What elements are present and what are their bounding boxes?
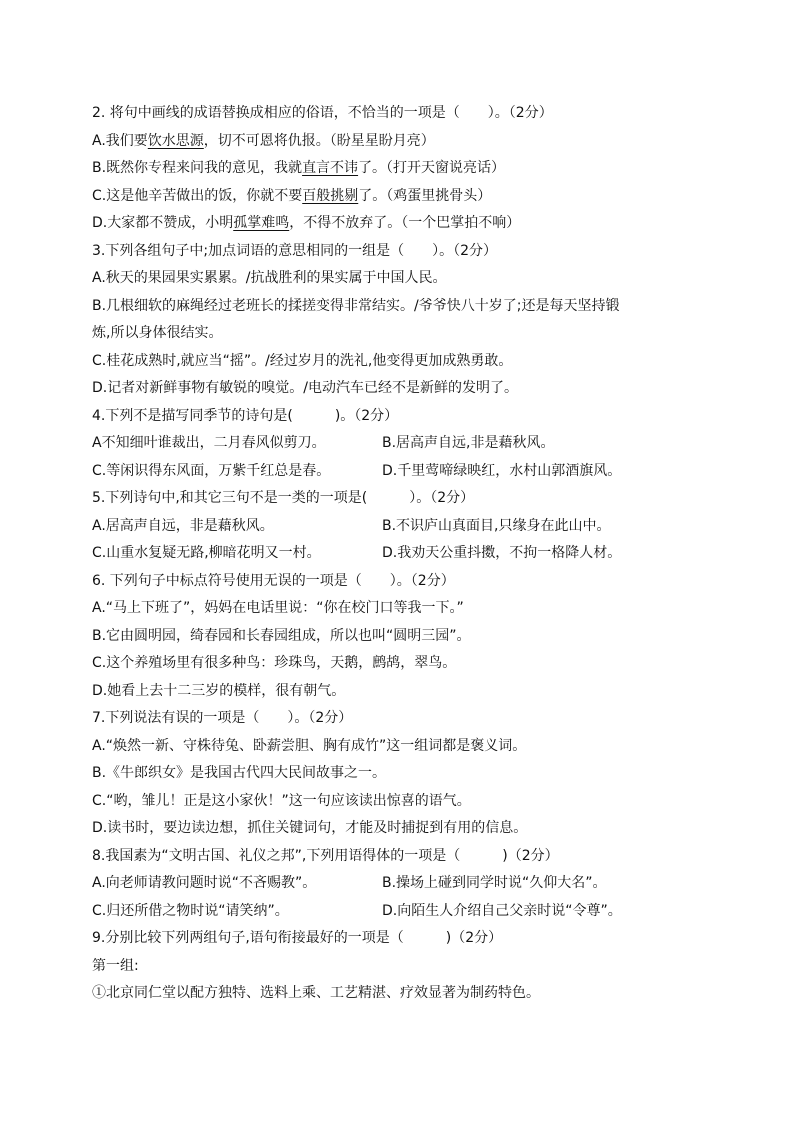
- option-text: C.这是他辛苦做出的饭，你就不要: [92, 187, 303, 204]
- question-6-stem: 6. 下列句子中标点符号使用无误的一项是（ ）。（2分）: [92, 572, 455, 589]
- question-8-option-d: D.向陌生人介绍自己父亲时说“令尊”。: [382, 902, 622, 919]
- question-8-option-b: B.操场上碰到同学时说“久仰大名”。: [382, 875, 607, 891]
- question-5-options-ab: [92, 513, 712, 541]
- question-7-option-d: D.读书时，要边读边想，抓住关键词句，才能及时捕捉到有用的信息。: [92, 820, 528, 836]
- question-8-option-a: A.向老师请教问题时说“不吝赐教”。: [92, 875, 317, 891]
- question-3-option-a: A.秋天的果园果实累累。/抗战胜利的果实属于中国人民。: [92, 270, 447, 286]
- question-4-options-cd: [92, 458, 712, 486]
- question-8-stem: 8.我国素为“文明古国、礼仪之邦”,下列用语得体的一项是（ )（2分）: [92, 847, 559, 864]
- question-4-option-c: C.等闲识得东风面，万紫千红总是春。: [92, 462, 331, 479]
- option-text: B.既然你专程来问我的意见，我就: [92, 160, 303, 176]
- question-3-stem: 3.下列各组句子中;加点词语的意思相同的一组是（ ）。（2分）: [92, 242, 497, 259]
- question-4-option-b: B.居高声自远,非是藉秋风。: [382, 435, 555, 451]
- question-6-option-a: A.“马上下班了”，妈妈在电话里说：“你在校门口等我一下。”: [92, 600, 464, 616]
- question-8-option-c: C.归还所借之物时说“请笑纳”。: [92, 902, 289, 919]
- question-9-stem: 9.分别比较下列两组句子,语句衔接最好的一项是（ )（2分）: [92, 930, 503, 946]
- question-2-option-d: [92, 210, 712, 238]
- question-7-option-b: B.《牛郎织女》是我国古代四大民间故事之一。: [92, 765, 387, 781]
- question-7-option-a: A.“焕然一新、守株待兔、卧薪尝胆、胸有成竹”这一组词都是褒义词。: [92, 737, 527, 754]
- question-4-option-a: A不知细叶谁裁出，二月春风似剪刀。: [92, 435, 326, 451]
- question-5-option-b: B.不识庐山真面目,只缘身在此山中。: [382, 517, 611, 534]
- question-3-option-d: D.记者对新鲜事物有敏锐的嗅觉。/电动汽车已经不是新鲜的发明了。: [92, 380, 518, 396]
- question-2-option-c: [92, 183, 712, 211]
- option-text: ，切不可恩将仇报。（盼星星盼月亮）: [203, 132, 435, 149]
- question-4-options-ab: [92, 430, 712, 458]
- question-5-option-a: A.居高声自远，非是藉秋风。: [92, 517, 274, 534]
- option-text: 了。（打开天窗说亮话）: [358, 160, 506, 176]
- question-3-option-b: B.几根细软的麻绳经过老班长的揉搓变得非常结实。/爷爷快八十岁了;还是每天坚持锻: [92, 297, 620, 314]
- question-3-option-b-continued: 炼,所以身体很结实。: [92, 325, 223, 341]
- question-7-stem: 7.下列说法有误的一项是（ ）。（2分）: [92, 710, 353, 726]
- question-4-option-d: D.千里莺啼绿映红，水村山郭酒旗风。: [382, 462, 622, 479]
- option-text: ，不得不放弃了。（一个巴掌拍不响）: [289, 215, 521, 231]
- question-2-option-b: [92, 155, 712, 183]
- option-text: A.我们要: [92, 132, 148, 149]
- option-text: D.大家都不赞成，小明: [92, 215, 234, 231]
- question-8-options-ab: [92, 870, 712, 898]
- question-9-group-1-label: 第一组:: [92, 957, 139, 974]
- question-3-option-c: C.桂花成熟时,就应当“摇”。/经过岁月的洗礼,他变得更加成熟勇敢。: [92, 352, 513, 369]
- question-2-option-a: [92, 128, 712, 156]
- question-2-stem: 2. 将句中画线的成语替换成相应的俗语，不恰当的一项是（ ）。（2分）: [92, 105, 553, 121]
- underlined-idiom: 孤掌难鸣: [233, 215, 290, 231]
- question-5-option-c: C.山重水复疑无路,柳暗花明又一村。: [92, 545, 321, 561]
- underlined-idiom: 饮水思源: [147, 132, 204, 149]
- underlined-idiom: 百般挑剔: [302, 187, 359, 204]
- question-5-options-cd: [92, 540, 712, 568]
- question-6-option-c: C.这个养殖场里有很多种鸟：珍珠鸟，天鹅，鹧鸪，翠鸟。: [92, 655, 457, 671]
- question-5-stem: 5.下列诗句中,和其它三句不是一类的一项是( ）。（2分）: [92, 490, 475, 506]
- question-4-stem: 4.下列不是描写同季节的诗句是( )。（2分）: [92, 407, 399, 424]
- option-text: 了。（鸡蛋里挑骨头）: [358, 187, 492, 204]
- exam-content: [92, 100, 712, 1008]
- question-7-option-c: C.“哟，雏儿！正是这小家伙！”这一句应该读出惊喜的语气。: [92, 792, 471, 809]
- question-6-option-b: B.它由圆明园，绮春园和长春园组成，所以也叫“圆明三园”。: [92, 627, 471, 644]
- question-6-option-d: D.她看上去十二三岁的模样，很有朝气。: [92, 682, 346, 699]
- question-5-option-d: D.我劝天公重抖擞，不拘一格降人材。: [382, 545, 622, 561]
- underlined-idiom: 直言不讳: [302, 160, 359, 176]
- question-9-sentence-1: ①北京同仁堂以配方独特、选料上乘、工艺精湛、疗效显著为制药特色。: [92, 985, 540, 1001]
- question-8-options-cd: [92, 898, 712, 926]
